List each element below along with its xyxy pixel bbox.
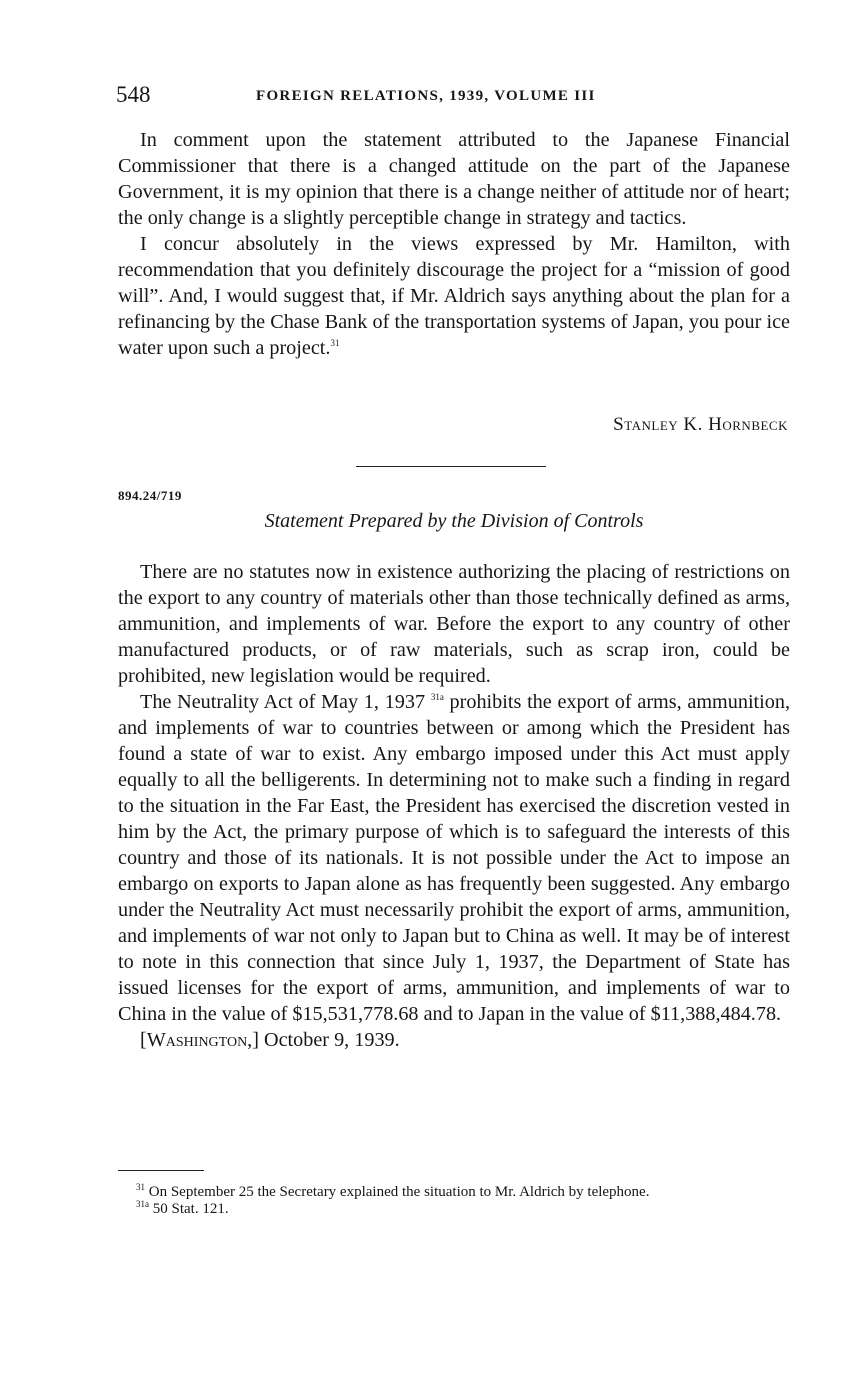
- footnote-31: [118, 1184, 790, 1201]
- dateline-date: October 9, 1939.: [258, 1029, 400, 1051]
- footnote-ref-31a: 31a: [430, 692, 444, 702]
- running-head: FOREIGN RELATIONS, 1939, VOLUME III: [256, 88, 596, 104]
- memo-paragraph-2-text: I concur absolutely in the views expressed by Mr. Hamilton, with recommendation that you definitely discourage the project for a “mission of good will”. And, I would suggest that, if Mr. Aldrich says anything about the plan for a refinancing by the Chase Bank of the transportation systems of Japan, you pour ice water upon such a project.: [118, 233, 790, 359]
- page-header: [116, 82, 790, 112]
- footnote-31-text: On September 25 the Secretary explained the situation to Mr. Aldrich by telephone.: [145, 1184, 650, 1200]
- statement-paragraph-2-rest: prohibits the export of arms, ammunition, and implements of war to countries between or among which the President has found a state of war to exist. Any embargo imposed under this Act must apply equally to all the belligerents. In determining not to make such a finding in regard to the situation in the Far East, the President has exercised the discretion vested in him by the Act, the primary purpose of which is to safeguard the interests of this country and those of its nationals. It is not possible under the Act to impose an embargo on exports to Japan alone as has frequently been suggested. Any embargo under the Neutrality Act must necessarily prohibit the export of arms, ammunition, and implements of war not only to Japan but to China as well. It may be of interest to note in this connection that since July 1, 1937, the Department of State has issued licenses for the export of arms, ammunition, and implements of war to China in the value of $15,531,778.68 and to Japan in the value of $11,388,484.78.: [118, 691, 791, 1025]
- statement-paragraph-1: There are no statutes now in existence authorizing the placing of restrictions on the export to any country of materials other than those technically defined as arms, ammunition, and implements of war. Before the export to any country of other manufactured products, or of raw materials, such as scrap iron, could be prohibited, new legislation would be required.: [118, 561, 790, 687]
- dateline-place: [Washington,]: [140, 1029, 259, 1051]
- dateline: [118, 1027, 790, 1053]
- statement-paragraph-2-start: The Neutrality Act of May 1, 1937: [140, 691, 426, 713]
- statement-paragraph-2: [118, 689, 790, 1027]
- footnote-31a-text: 50 Stat. 121.: [149, 1201, 229, 1217]
- footnote-mark-31a: 31a: [136, 1199, 149, 1209]
- footnote-31a: [118, 1201, 790, 1218]
- statement-body: [118, 559, 790, 1053]
- footnote-mark-31: 31: [136, 1182, 145, 1192]
- section-divider: [356, 466, 546, 467]
- page-number: 548: [116, 82, 151, 107]
- statement-title: Statement Prepared by the Division of Controls: [264, 510, 644, 532]
- footnotes: [118, 1184, 790, 1218]
- memo-paragraph-1: In comment upon the statement attributed to the Japanese Financial Commissioner that there is a changed attitude on the part of the Japanese Government, it is my opinion that there is a change neither of attitude nor of heart; the only change is a slightly perceptible change in strategy and tactics.: [118, 129, 790, 229]
- memo-body: [118, 127, 790, 361]
- footnote-ref-31: 31: [330, 338, 340, 348]
- file-number: 894.24/719: [118, 488, 182, 503]
- memo-paragraph-2: [118, 231, 790, 361]
- signature: Stanley K. Hornbeck: [613, 414, 788, 435]
- footnote-rule: [118, 1170, 204, 1171]
